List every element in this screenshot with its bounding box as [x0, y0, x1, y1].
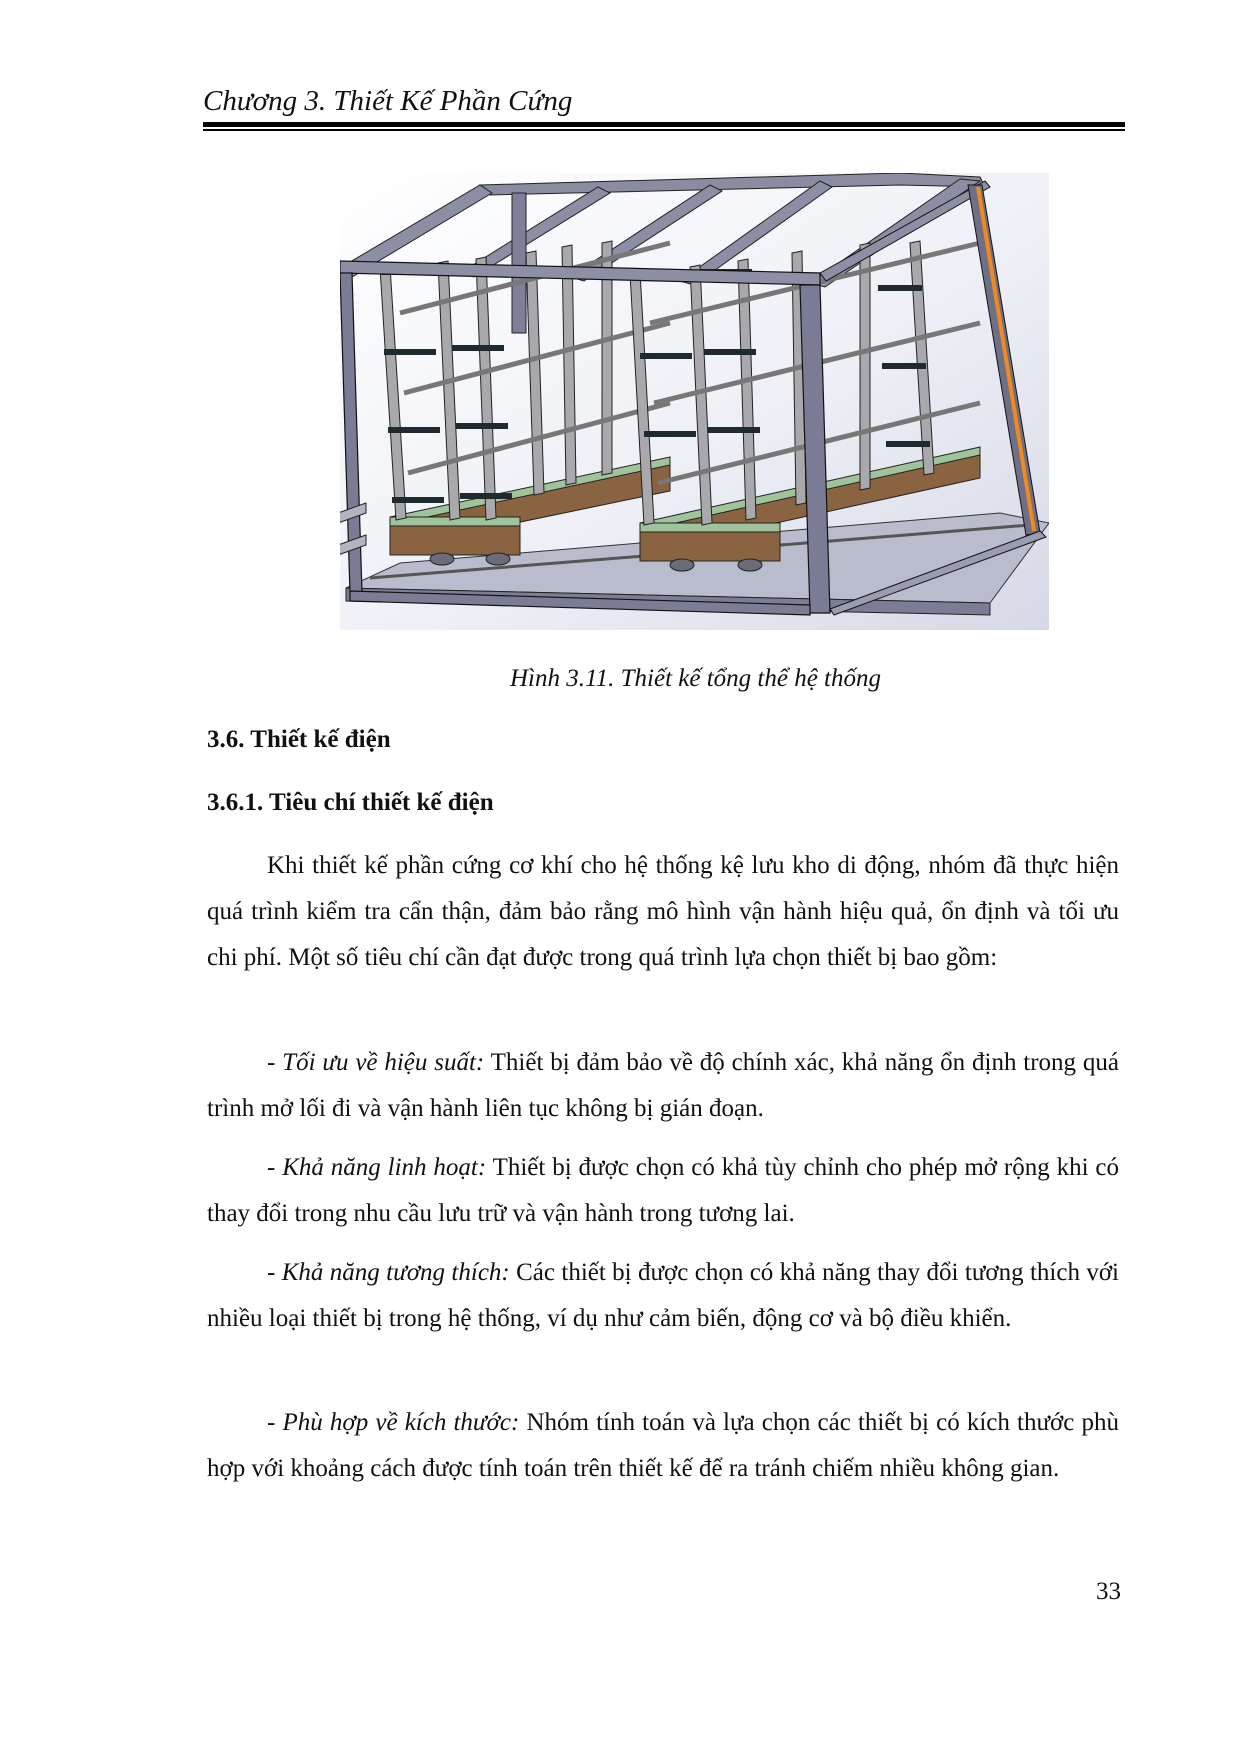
criterion-flexibility: [207, 1145, 1119, 1237]
criterion-text: Thiết bị được chọn có khả tùy chỉnh cho phép mở rộng khi có thay đổi trong nhu cầu lưu trữ và vận hành trong tương lai.: [207, 1154, 1119, 1227]
paragraph-intro: [207, 843, 1119, 981]
criterion-text: Các thiết bị được chọn có khả năng thay đổi tương thích với nhiều loại thiết bị trong hệ thống, ví dụ như cảm biến, động cơ và bộ điều khiển.: [207, 1259, 1119, 1332]
header-rule-thin: [203, 129, 1125, 131]
section-heading-3-6: 3.6. Thiết kế điện: [207, 726, 391, 753]
header-rule-thick: [203, 122, 1125, 127]
figure-system-design: [340, 173, 1049, 630]
criterion-label: - Phù hợp về kích thước:: [267, 1409, 520, 1436]
criterion-label: - Tối ưu về hiệu suất:: [267, 1049, 485, 1076]
chapter-title: Chương 3. Thiết Kế Phần Cứng: [203, 85, 573, 117]
criterion-text: Thiết bị đảm bảo về độ chính xác, khả năng ổn định trong quá trình mở lối đi và vận hành liên tục không bị gián đoạn.: [207, 1049, 1119, 1122]
paragraph-text: Khi thiết kế phần cứng cơ khí cho hệ thống kệ lưu kho di động, nhóm đã thực hiện quá trình kiểm tra cẩn thận, đảm bảo rằng mô hình vận hành hiệu quả, ổn định và tối ưu chi phí. Một số tiêu chí cần đạt được trong quá trình lựa chọn thiết bị bao gồm:: [207, 852, 1119, 971]
criterion-text: Nhóm tính toán và lựa chọn các thiết bị có kích thước phù hợp với khoảng cách được tính toán trên thiết kế để ra tránh chiếm nhiều không gian.: [207, 1409, 1119, 1482]
criterion-label: - Khả năng linh hoạt:: [267, 1154, 487, 1181]
criterion-size: [207, 1400, 1119, 1492]
section-heading-3-6-1: 3.6.1. Tiêu chí thiết kế điện: [207, 789, 494, 816]
criterion-label: - Khả năng tương thích:: [267, 1259, 510, 1286]
running-header: [203, 84, 1125, 118]
page-number: 33: [1096, 1578, 1121, 1605]
cad-rack-system-image: [340, 173, 1049, 630]
figure-caption: Hình 3.11. Thiết kế tổng thể hệ thống: [509, 665, 881, 692]
criterion-compatibility: [207, 1250, 1119, 1342]
criterion-performance: [207, 1040, 1119, 1132]
